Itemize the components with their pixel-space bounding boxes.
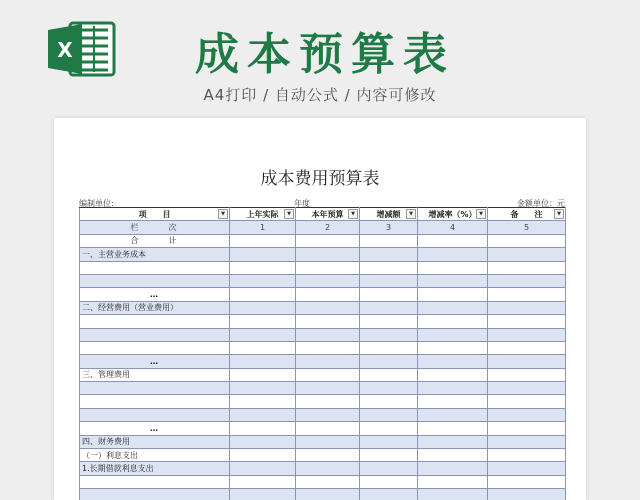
value-cell[interactable] <box>296 234 360 247</box>
table-row <box>80 341 566 354</box>
value-cell[interactable] <box>296 395 360 408</box>
row-label-cell[interactable] <box>80 489 230 500</box>
row-label-cell[interactable]: … <box>80 422 230 435</box>
value-cell[interactable] <box>488 462 566 475</box>
header-item: 项 目 ▼ <box>80 208 230 221</box>
value-cell[interactable] <box>230 462 296 475</box>
currency-unit-label: 金额单位：元 <box>517 199 565 208</box>
value-cell[interactable] <box>296 261 360 274</box>
value-cell[interactable] <box>230 355 296 368</box>
value-cell[interactable] <box>488 422 566 435</box>
value-cell[interactable] <box>360 408 418 421</box>
sheet-title: 成本费用预算表 <box>260 169 380 189</box>
value-cell[interactable] <box>296 328 360 341</box>
value-cell[interactable] <box>360 489 418 500</box>
table-row <box>80 288 566 301</box>
row-label-cell[interactable]: … <box>80 355 230 368</box>
value-cell[interactable] <box>360 368 418 381</box>
value-cell[interactable] <box>296 408 360 421</box>
table-row <box>80 368 566 381</box>
value-cell[interactable] <box>418 355 488 368</box>
value-cell[interactable] <box>488 274 566 287</box>
row-label-cell[interactable]: 一、主营业务成本 <box>80 248 230 261</box>
value-cell[interactable] <box>488 489 566 500</box>
value-cell[interactable] <box>230 475 296 488</box>
value-cell[interactable] <box>230 382 296 395</box>
value-cell[interactable] <box>360 288 418 301</box>
value-cell[interactable] <box>360 248 418 261</box>
row-label-cell[interactable]: … <box>80 288 230 301</box>
value-cell[interactable] <box>488 368 566 381</box>
filter-dropdown-icon[interactable]: ▼ <box>218 209 228 219</box>
row-label-cell[interactable] <box>80 475 230 488</box>
value-cell[interactable] <box>488 355 566 368</box>
column-number-cell: 2 <box>296 221 360 234</box>
value-cell[interactable] <box>488 288 566 301</box>
value-cell[interactable] <box>360 462 418 475</box>
column-number-cell: 栏次 <box>80 221 230 234</box>
table-row <box>80 489 566 500</box>
value-cell[interactable] <box>360 395 418 408</box>
value-cell[interactable] <box>418 382 488 395</box>
value-cell[interactable] <box>418 274 488 287</box>
row-label-cell[interactable] <box>80 328 230 341</box>
value-cell[interactable] <box>296 382 360 395</box>
excel-logo-letter: X <box>57 38 73 62</box>
table-row <box>80 355 566 368</box>
value-cell[interactable] <box>360 328 418 341</box>
header-this-year: 本年预算 ▼ <box>296 208 360 221</box>
value-cell[interactable] <box>488 408 566 421</box>
table-row <box>80 462 566 475</box>
row-label-cell[interactable]: 四、财务费用 <box>80 435 230 448</box>
value-cell[interactable] <box>230 435 296 448</box>
value-cell[interactable] <box>296 368 360 381</box>
table-row <box>80 301 566 314</box>
value-cell[interactable] <box>296 355 360 368</box>
value-cell[interactable] <box>360 422 418 435</box>
value-cell[interactable] <box>488 475 566 488</box>
value-cell[interactable] <box>230 315 296 328</box>
value-cell[interactable] <box>360 315 418 328</box>
row-label-cell[interactable] <box>80 408 230 421</box>
value-cell[interactable] <box>418 435 488 448</box>
table-row <box>80 315 566 328</box>
banner-title: 成本预算表 <box>195 29 455 80</box>
value-cell[interactable] <box>418 288 488 301</box>
value-cell[interactable] <box>230 341 296 354</box>
table-row <box>80 449 566 462</box>
column-number-cell: 1 <box>230 221 296 234</box>
value-cell[interactable] <box>418 248 488 261</box>
value-cell[interactable] <box>296 449 360 462</box>
table-row <box>80 328 566 341</box>
row-label-cell[interactable] <box>80 315 230 328</box>
table-row <box>80 408 566 421</box>
value-cell[interactable] <box>488 248 566 261</box>
header-change-rate: 增减率（%） ▼ <box>418 208 488 221</box>
value-cell[interactable] <box>296 475 360 488</box>
value-cell[interactable] <box>296 422 360 435</box>
value-cell[interactable] <box>360 261 418 274</box>
filter-dropdown-icon[interactable]: ▼ <box>284 209 294 219</box>
value-cell[interactable] <box>418 315 488 328</box>
header-change: 增减额 ▼ <box>360 208 418 221</box>
value-cell[interactable] <box>418 422 488 435</box>
value-cell[interactable] <box>418 328 488 341</box>
value-cell[interactable] <box>418 449 488 462</box>
value-cell[interactable] <box>488 435 566 448</box>
filter-dropdown-icon[interactable]: ▼ <box>554 209 564 219</box>
value-cell[interactable] <box>230 368 296 381</box>
value-cell[interactable] <box>230 234 296 247</box>
value-cell[interactable] <box>296 435 360 448</box>
table-row <box>80 248 566 261</box>
excel-icon <box>46 20 118 78</box>
table-row <box>80 261 566 274</box>
value-cell[interactable] <box>418 234 488 247</box>
row-label-cell[interactable] <box>80 274 230 287</box>
row-label-cell[interactable]: 合计 <box>80 234 230 247</box>
value-cell[interactable] <box>488 449 566 462</box>
value-cell[interactable] <box>418 301 488 314</box>
row-label-cell[interactable] <box>80 382 230 395</box>
header-row <box>80 208 566 221</box>
table-row <box>80 422 566 435</box>
value-cell[interactable] <box>360 301 418 314</box>
value-cell[interactable] <box>296 462 360 475</box>
value-cell[interactable] <box>418 368 488 381</box>
value-cell[interactable] <box>488 328 566 341</box>
value-cell[interactable] <box>296 248 360 261</box>
table-row <box>80 435 566 448</box>
value-cell[interactable] <box>360 274 418 287</box>
row-label-cell[interactable] <box>80 395 230 408</box>
value-cell[interactable] <box>230 395 296 408</box>
value-cell[interactable] <box>360 355 418 368</box>
value-cell[interactable] <box>418 462 488 475</box>
value-cell[interactable] <box>296 489 360 500</box>
value-cell[interactable] <box>488 261 566 274</box>
row-label-cell[interactable]: （一）利息支出 <box>80 449 230 462</box>
table-row <box>80 274 566 287</box>
value-cell[interactable] <box>418 408 488 421</box>
spreadsheet-page <box>54 118 586 500</box>
unit-label: 编制单位: <box>79 199 114 208</box>
value-cell[interactable] <box>418 475 488 488</box>
value-cell[interactable] <box>230 328 296 341</box>
value-cell[interactable] <box>296 301 360 314</box>
budget-table <box>79 207 566 500</box>
value-cell[interactable] <box>360 341 418 354</box>
filter-dropdown-icon[interactable]: ▼ <box>476 209 486 219</box>
value-cell[interactable] <box>230 288 296 301</box>
value-cell[interactable] <box>360 449 418 462</box>
value-cell[interactable] <box>230 274 296 287</box>
value-cell[interactable] <box>230 408 296 421</box>
table-row <box>80 234 566 247</box>
value-cell[interactable] <box>488 234 566 247</box>
value-cell[interactable] <box>488 395 566 408</box>
value-cell[interactable] <box>488 382 566 395</box>
column-number-cell: 5 <box>488 221 566 234</box>
value-cell[interactable] <box>230 422 296 435</box>
value-cell[interactable] <box>488 315 566 328</box>
value-cell[interactable] <box>418 489 488 500</box>
value-cell[interactable] <box>418 395 488 408</box>
value-cell[interactable] <box>230 449 296 462</box>
table-row <box>80 395 566 408</box>
table-row <box>80 475 566 488</box>
value-cell[interactable] <box>488 301 566 314</box>
column-number-row <box>80 221 566 234</box>
column-number-cell: 3 <box>360 221 418 234</box>
row-label-cell[interactable]: 二、经营费用（营业费用） <box>80 301 230 314</box>
header-last-year: 上年实际 ▼ <box>230 208 296 221</box>
value-cell[interactable] <box>360 234 418 247</box>
filter-dropdown-icon[interactable]: ▼ <box>348 209 358 219</box>
table-row <box>80 382 566 395</box>
banner <box>0 0 640 118</box>
value-cell[interactable] <box>296 315 360 328</box>
value-cell[interactable] <box>296 341 360 354</box>
value-cell[interactable] <box>296 274 360 287</box>
value-cell[interactable] <box>230 489 296 500</box>
value-cell[interactable] <box>230 301 296 314</box>
value-cell[interactable] <box>360 475 418 488</box>
row-label-cell[interactable]: 三、管理费用 <box>80 368 230 381</box>
value-cell[interactable] <box>418 341 488 354</box>
row-label-cell[interactable] <box>80 261 230 274</box>
value-cell[interactable] <box>230 248 296 261</box>
value-cell[interactable] <box>360 382 418 395</box>
column-number-cell: 4 <box>418 221 488 234</box>
value-cell[interactable] <box>418 261 488 274</box>
row-label-cell[interactable] <box>80 341 230 354</box>
value-cell[interactable] <box>488 341 566 354</box>
header-remarks: 备 注 ▼ <box>488 208 566 221</box>
row-label-cell[interactable]: 1.长期借款利息支出 <box>80 462 230 475</box>
value-cell[interactable] <box>360 435 418 448</box>
banner-subtitle: A4打印 / 自动公式 / 内容可修改 <box>203 86 437 104</box>
filter-dropdown-icon[interactable]: ▼ <box>406 209 416 219</box>
period-label: 年度 <box>294 199 310 208</box>
value-cell[interactable] <box>230 261 296 274</box>
value-cell[interactable] <box>296 288 360 301</box>
